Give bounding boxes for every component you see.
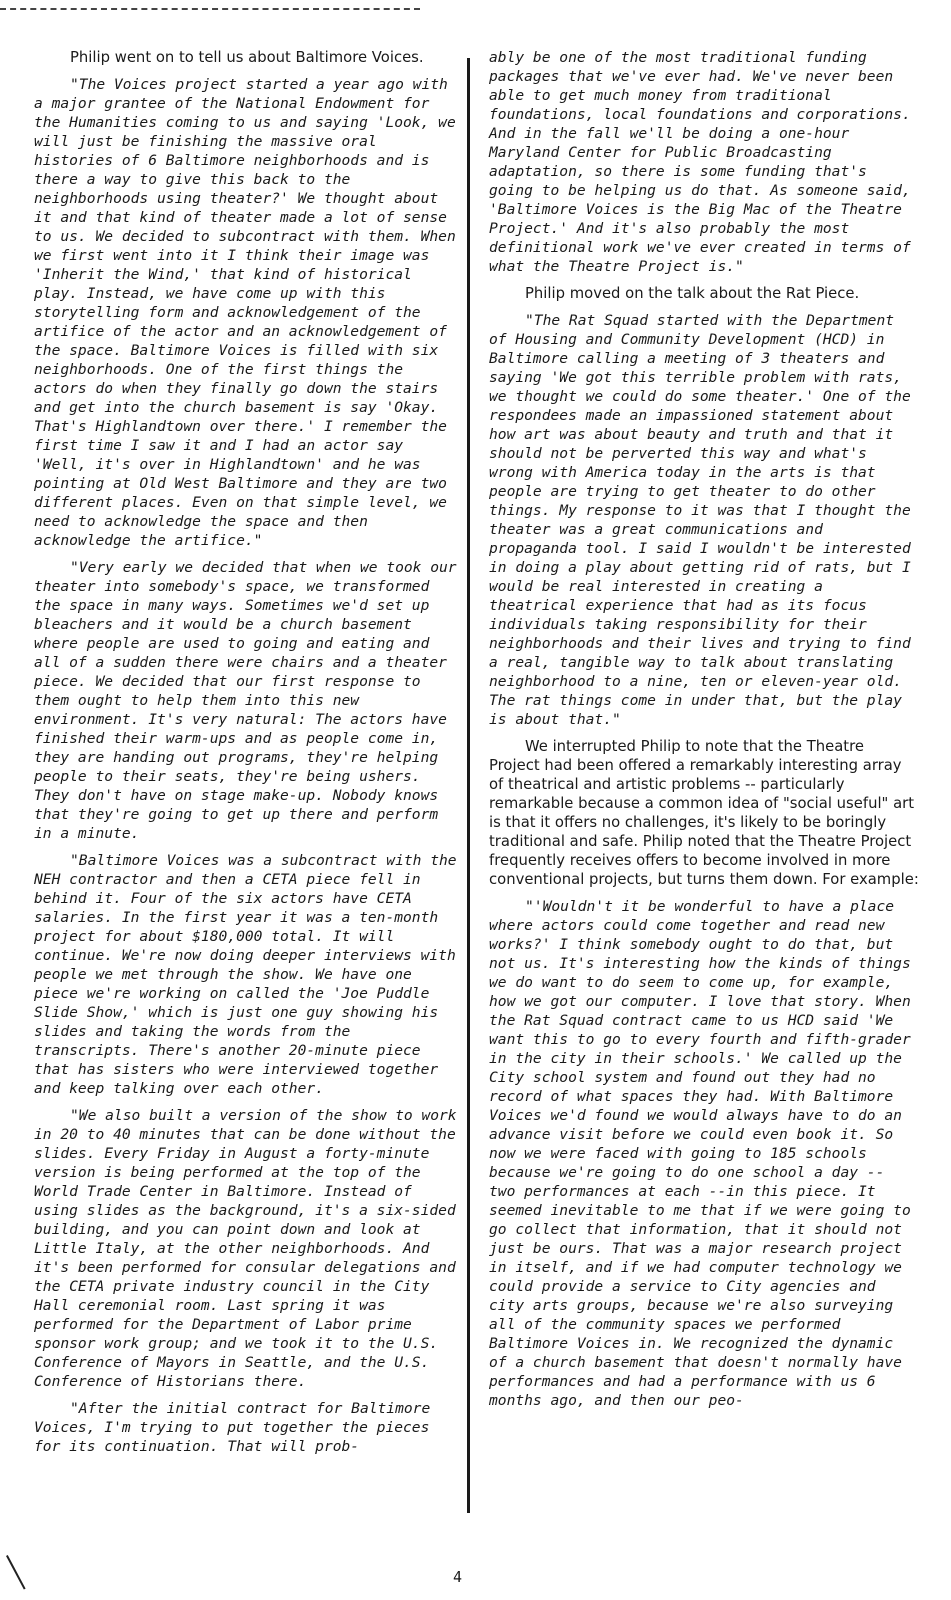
- narration-paragraph: We interrupted Philip to note that the Theatre Project had been offered a remarkably interesting array of theatrical and artistic problems -- particularly remarkable because a common idea of "social useful" art is that it offers no challenges, it's likely to be boringly traditional and safe. Philip noted that the Theatre Project frequently receives offers to become involved in more conventional projects, but turns them down. For example:: [489, 738, 919, 888]
- top-rule: [0, 8, 420, 10]
- quote-paragraph: ably be one of the most traditional funding packages that we've ever had. We've never been able to get much money from traditional foundations, local foundations and corporations. And in the fall we'll be doing a one-hour Maryland Center for Public Broadcasting adaptation, so there is some funding that's going to be helping us do that. As someone said, 'Baltimore Voices is the Big Mac of the Theatre Project.' And it's also probably the most definitional work we've ever created in terms of what the Theatre Project is.": [489, 49, 911, 275]
- quote-paragraph: "The Rat Squad started with the Department of Housing and Community Development (HCD) in Baltimore calling a meeting of 3 theaters and saying 'We got this terrible problem with rats, we thought we could do some theater.' One of the respondees made an impassioned statement about how art was about beauty and truth and that it should not be perverted this way and what's wrong with America today in the arts is that people are trying to get theater to do other things. My response to it was that I thought the theater was a great communications and propaganda tool. I said I wouldn't be interested in doing a play about getting rid of rats, but I would be real interested in creating a theatrical experience that had as its focus individuals taking responsibility for their neighborhoods and their lives and trying to find a real, tangible way to talk about translating neighborhood to a nine, ten or eleven-year old. The rat things come in under that, but the play is about that.": [489, 312, 911, 728]
- margin-mark: [6, 1555, 26, 1589]
- intro-paragraph: Philip went on to tell us about Baltimore Voices.: [70, 49, 424, 66]
- quote-paragraph: "Baltimore Voices was a subcontract with the NEH contractor and then a CETA piece fell in behind it. Four of the six actors have CETA salaries. In the first year it was a ten-month project for about $180,000 total. It will continue. We're now doing deeper interviews with people we met through the show. We have one piece we're working on called the 'Joe Puddle Slide Show,' which is just one guy showing his slides and taking the words from the transcripts. There's another 20-minute piece that has sisters who were interviewed together and keep talking over each other.: [34, 852, 457, 1097]
- right-column: [489, 48, 919, 1418]
- quote-paragraph: "The Voices project started a year ago with a major grantee of the National Endowment for the Humanities coming to us and saying 'Look, we will just be finishing the massive oral histories of 6 Baltimore neighborhoods and is there a way to give this back to the neighborhoods using theater?' We thought about it and that kind of theater made a lot of sense to us. We decided to subcontract with them. When we first went into it I think their image was 'Inherit the Wind,' that kind of historical play. Instead, we have come up with this storytelling form and acknowledgement of the artifice of the actor and an acknowledgement of the space. Baltimore Voices is filled with six neighborhoods. One of the first things the actors do when they finally go down the stairs and get into the church basement is say 'Okay. That's Highlandtown over there.' I remember the first time I saw it and I had an actor say 'Well, it's over in Highlandtown' and he was pointing at Old West Baltimore and they are two different places. Even on that simple level, we need to acknowledge the space and then acknowledge the artifice.": [34, 76, 456, 549]
- left-column: [34, 48, 464, 1464]
- quote-paragraph: "After the initial contract for Baltimore Voices, I'm trying to put together the pieces for its continuation. That will prob-: [34, 1400, 431, 1455]
- narration-paragraph: Philip moved on the talk about the Rat Piece.: [525, 285, 860, 302]
- page-number: 4: [453, 1568, 463, 1586]
- column-divider: [467, 58, 470, 1513]
- quote-paragraph: "Very early we decided that when we took our theater into somebody's space, we transformed the space in many ways. Sometimes we'd set up bleachers and it would be a church basement where people are used to going and eating and all of a sudden there were chairs and a theater piece. We decided that our first response to them ought to help them into this new environment. It's very natural: The actors have finished their warm-ups and as people come in, they are handing out programs, they're helping people to their seats, they're being ushers. They don't have on stage make-up. Nobody knows that they're going to get up there and perform in a minute.: [34, 559, 457, 842]
- quote-paragraph: "'Wouldn't it be wonderful to have a place where actors could come together and read new works?' I think somebody ought to do that, but not us. It's interesting how the kinds of things we do want to do seem to come up, for example, how we got our computer. I love that story. When the Rat Squad contract came to us HCD said 'We want this to go to every fourth and fifth-grader in the city in their schools.' We called up the City school system and found out they had no record of what spaces they had. With Baltimore Voices we'd found we would always have to do an advance visit before we could even book it. So now we were faced with going to 185 schools because we're going to do one school a day -- two performances at each --in this piece. It seemed inevitable to me that if we were going to go collect that information, that it should not just be ours. That was a major research project in itself, and if we had computer technology we could provide a service to City agencies and city arts groups, because we're also surveying all of the community spaces we performed Baltimore Voices in. We recognized the dynamic of a church basement that doesn't normally have performances and had a performance with us 6 months ago, and then our peo-: [489, 898, 911, 1409]
- quote-paragraph: "We also built a version of the show to work in 20 to 40 minutes that can be done without the slides. Every Friday in August a forty-minute version is being performed at the top of the World Trade Center in Baltimore. Instead of using slides as the background, it's a six-sided building, and you can point down and look at Little Italy, at the other neighborhoods. And it's been performed for consular delegations and the CETA private industry council in the City Hall ceremonial room. Last spring it was performed for the Department of Labor prime sponsor work group; and we took it to the U.S. Conference of Mayors in Seattle, and the U.S. Conference of Historians there.: [34, 1107, 457, 1390]
